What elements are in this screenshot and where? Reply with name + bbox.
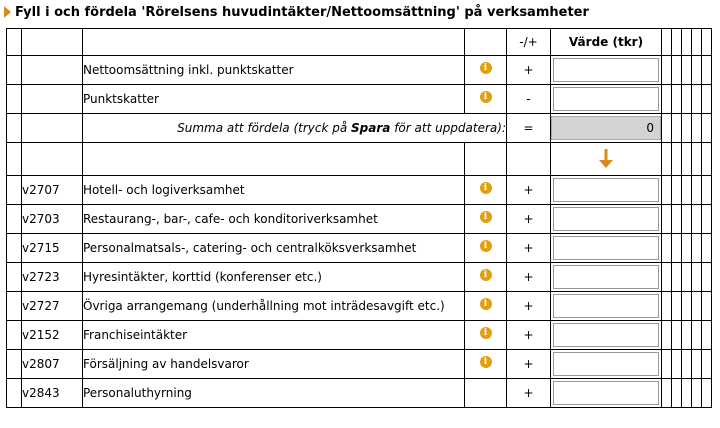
blank-cell [692, 205, 702, 234]
table-row [7, 205, 712, 234]
blank-cell [702, 205, 712, 234]
blank-cell [702, 85, 712, 114]
value-input[interactable] [553, 236, 659, 260]
blank-cell [702, 176, 712, 205]
blank-cell [672, 321, 682, 350]
blank-cell [682, 56, 692, 85]
page-title [0, 2, 589, 22]
table-row [7, 56, 712, 85]
blank-cell [682, 29, 692, 56]
row-code: v2843 [22, 379, 83, 408]
blank-cell [692, 29, 702, 56]
blank-cell [692, 379, 702, 408]
blank-cell [692, 114, 702, 143]
blank-cell [702, 350, 712, 379]
row-label: Franchiseintäkter [83, 321, 465, 350]
blank-cell [682, 263, 692, 292]
table-row [7, 379, 712, 408]
blank-cell [662, 176, 672, 205]
sum-sign: = [507, 114, 551, 143]
row-sign: + [507, 321, 551, 350]
info-icon[interactable]: i [480, 240, 492, 252]
blank-cell [672, 29, 682, 56]
value-input[interactable] [553, 178, 659, 202]
blank-cell [662, 379, 672, 408]
info-icon[interactable]: i [480, 356, 492, 368]
page-title-text: Fyll i och fördela 'Rörelsens huvudintäkter/Nettoomsättning' på verksamheter [15, 4, 589, 20]
blank-cell [702, 56, 712, 85]
blank-cell [672, 114, 682, 143]
info-icon[interactable]: i [480, 91, 492, 103]
table-row [7, 176, 712, 205]
value-input[interactable] [553, 323, 659, 347]
row-label: Personalmatsals-, catering- och centralköksverksamhet [83, 234, 465, 263]
blank-cell [702, 292, 712, 321]
table-row [7, 263, 712, 292]
row-label: Hyresintäkter, korttid (konferenser etc.) [83, 263, 465, 292]
blank-cell [682, 176, 692, 205]
value-header: Värde (tkr) [551, 29, 662, 56]
blank-cell [672, 234, 682, 263]
row-sign: + [507, 176, 551, 205]
blank-cell [662, 350, 672, 379]
table-row [7, 85, 712, 114]
value-input[interactable] [553, 294, 659, 318]
info-icon[interactable]: i [480, 327, 492, 339]
row-code: v2152 [22, 321, 83, 350]
blank-cell [702, 321, 712, 350]
info-icon[interactable]: i [480, 62, 492, 74]
sign-header: -/+ [507, 29, 551, 56]
value-input[interactable] [553, 352, 659, 376]
row-code: v2707 [22, 176, 83, 205]
blank-cell [692, 292, 702, 321]
blank-cell [682, 143, 692, 176]
blank-cell [702, 379, 712, 408]
blank-cell [702, 143, 712, 176]
value-input[interactable] [553, 381, 659, 405]
row-sign: - [507, 85, 551, 114]
row-label: Försäljning av handelsvaror [83, 350, 465, 379]
blank-cell [692, 350, 702, 379]
row-sign: + [507, 234, 551, 263]
row-label: Punktskatter [83, 85, 465, 114]
blank-cell [692, 263, 702, 292]
info-icon[interactable]: i [480, 211, 492, 223]
row-code: v2807 [22, 350, 83, 379]
info-icon[interactable]: i [480, 298, 492, 310]
blank-cell [662, 56, 672, 85]
row-code: v2703 [22, 205, 83, 234]
blank-cell [662, 292, 672, 321]
row-sign: + [507, 263, 551, 292]
table-row [7, 321, 712, 350]
blank-cell [662, 234, 672, 263]
value-input[interactable] [553, 265, 659, 289]
blank-cell [662, 205, 672, 234]
blank-cell [662, 29, 672, 56]
row-code: v2727 [22, 292, 83, 321]
blank-cell [662, 263, 672, 292]
blank-cell [692, 143, 702, 176]
blank-cell [692, 234, 702, 263]
blank-cell [682, 85, 692, 114]
blank-cell [702, 114, 712, 143]
blank-cell [702, 263, 712, 292]
blank-cell [672, 263, 682, 292]
info-icon[interactable]: i [480, 269, 492, 281]
row-label: Restaurang-, bar-, cafe- och konditoriverksamhet [83, 205, 465, 234]
arrow-row [7, 143, 712, 176]
sum-value: 0 [551, 116, 661, 140]
row-code: v2715 [22, 234, 83, 263]
info-icon[interactable]: i [480, 182, 492, 194]
blank-cell [662, 321, 672, 350]
table-row [7, 292, 712, 321]
blank-cell [662, 114, 672, 143]
triangle-right-icon [4, 6, 11, 18]
blank-cell [682, 350, 692, 379]
blank-cell [692, 56, 702, 85]
row-sign: + [507, 205, 551, 234]
row-sign: + [507, 56, 551, 85]
row-label: Hotell- och logiverksamhet [83, 176, 465, 205]
blank-cell [682, 292, 692, 321]
value-input[interactable] [553, 87, 659, 111]
row-label: Övriga arrangemang (underhållning mot inträdesavgift etc.) [83, 292, 465, 321]
blank-cell [692, 176, 702, 205]
blank-cell [692, 85, 702, 114]
blank-cell [692, 321, 702, 350]
blank-cell [672, 85, 682, 114]
header-row [7, 29, 712, 56]
blank-cell [672, 350, 682, 379]
table-row [7, 350, 712, 379]
blank-cell [682, 205, 692, 234]
value-input[interactable] [553, 58, 659, 82]
blank-cell [672, 56, 682, 85]
row-label: Nettoomsättning inkl. punktskatter [83, 56, 465, 85]
row-sign: + [507, 379, 551, 408]
row-sign: + [507, 350, 551, 379]
blank-cell [682, 114, 692, 143]
blank-cell [682, 321, 692, 350]
row-sign: + [507, 292, 551, 321]
blank-cell [662, 85, 672, 114]
row-code: v2723 [22, 263, 83, 292]
blank-cell [672, 143, 682, 176]
blank-cell [682, 234, 692, 263]
down-arrow-icon [599, 149, 613, 169]
sum-label: Summa att fördela (tryck på Spara för att uppdatera): [83, 114, 507, 143]
blank-cell [682, 379, 692, 408]
blank-cell [672, 205, 682, 234]
sum-row [7, 114, 712, 143]
table-row [7, 234, 712, 263]
blank-cell [672, 292, 682, 321]
blank-cell [702, 234, 712, 263]
distribution-table [6, 28, 712, 408]
blank-cell [662, 143, 672, 176]
value-input[interactable] [553, 207, 659, 231]
row-label: Personaluthyrning [83, 379, 465, 408]
blank-cell [672, 379, 682, 408]
blank-cell [702, 29, 712, 56]
blank-cell [672, 176, 682, 205]
